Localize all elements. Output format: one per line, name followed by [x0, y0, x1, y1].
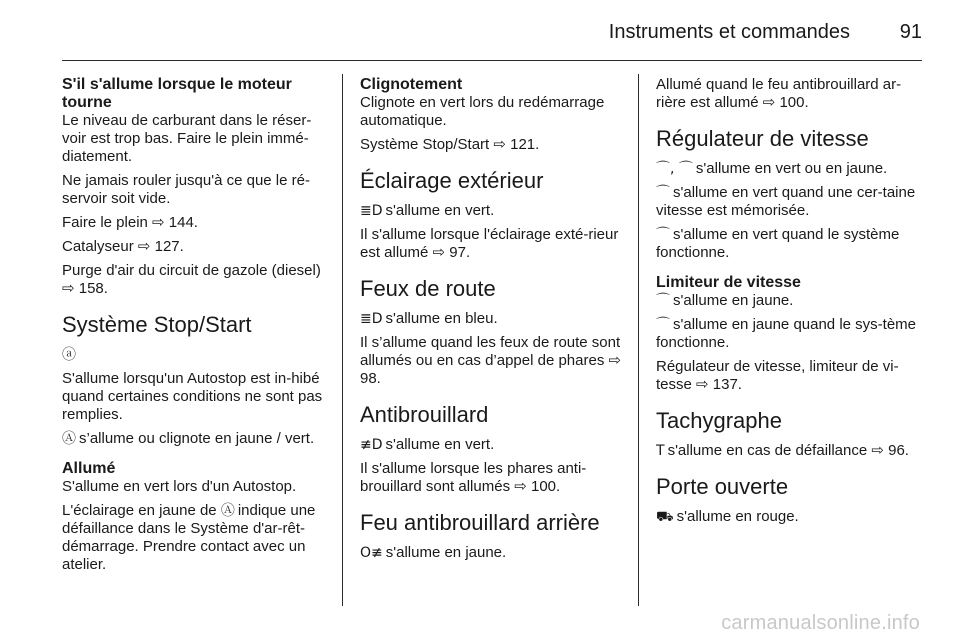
- column-2: [360, 76, 622, 568]
- cross-reference: Régulateur de vitesse, limiteur de vi-tesse ⇨ 137.: [656, 358, 899, 393]
- cross-reference: Catalyseur ⇨ 127.: [62, 238, 184, 255]
- page-header-title: Instruments et commandes: [608, 21, 850, 43]
- page-number: 91: [899, 21, 922, 43]
- section-heading-on: Allumé: [62, 460, 116, 477]
- section-heading-fog-light: Antibrouillard: [360, 402, 489, 427]
- watermark: carmanualsonline.info: [721, 612, 920, 634]
- speed-limiter-icon: ⌒: [656, 293, 670, 309]
- exterior-light-icon: ≣D: [360, 203, 383, 219]
- cross-reference: Système Stop/Start ⇨ 121.: [360, 136, 540, 153]
- paragraph-text: s'allume en vert.: [385, 436, 495, 453]
- paragraph-text: s'allume en vert quand le système fonctionne.: [656, 226, 900, 261]
- paragraph: [360, 202, 622, 220]
- high-beam-icon: ≣D: [360, 311, 383, 327]
- paragraph: Allumé quand le feu antibrouillard ar-rière est allumé ⇨ 100.: [656, 76, 902, 111]
- paragraph-text: s'allume en jaune.: [385, 544, 507, 561]
- paragraph: [656, 316, 918, 352]
- paragraph: [360, 310, 622, 328]
- paragraph: [656, 226, 918, 262]
- column-divider-1: [342, 74, 343, 606]
- paragraph: [656, 184, 918, 220]
- cross-reference: Purge d'air du circuit de gazole (diesel) ⇨ 158.: [62, 262, 321, 297]
- paragraph-text: s'allume en cas de défaillance ⇨ 96.: [667, 442, 909, 459]
- cruise-control-icon: ⌒, ⌒: [656, 161, 693, 177]
- paragraph-text: s'allume en vert quand une cer-taine vitesse est mémorisée.: [656, 184, 916, 219]
- section-heading-stop-start: Système Stop/Start: [62, 312, 252, 337]
- paragraph: S'allume en vert lors d'un Autostop.: [62, 478, 297, 495]
- paragraph: [62, 430, 324, 448]
- paragraph-text: s'allume en rouge.: [676, 508, 799, 525]
- section-heading-door-open: Porte ouverte: [656, 474, 789, 499]
- autostop-off-icon: ⓐ: [62, 347, 76, 363]
- paragraph: Il s’allume quand les feux de route sont allumés ou en cas d’appel de phares ⇨ 98.: [360, 334, 622, 387]
- paragraph: [656, 160, 918, 178]
- tachograph-icon: T: [656, 443, 665, 459]
- rear-fog-light-icon: O≢: [360, 545, 383, 561]
- section-heading-blink: Clignotement: [360, 76, 463, 93]
- paragraph: [360, 544, 622, 562]
- paragraph-text: s'allume en jaune.: [673, 292, 794, 309]
- autostop-icon: Ⓐ: [62, 431, 76, 447]
- paragraph: Il s'allume lorsque l'éclairage exté-rieur est allumé ⇨ 97.: [360, 226, 619, 261]
- paragraph: Le niveau de carburant dans le réser-voir est trop bas. Faire le plein immé-diatement.: [62, 112, 312, 165]
- fog-light-icon: ≢D: [360, 437, 383, 453]
- column-divider-2: [638, 74, 639, 606]
- paragraph: [656, 292, 918, 310]
- paragraph: [656, 442, 918, 460]
- door-open-icon: ⛟: [656, 509, 674, 525]
- header-divider: [62, 60, 922, 61]
- paragraph-text: s’allume ou clignote en jaune / vert.: [79, 430, 315, 447]
- section-heading-speed-limiter: Limiteur de vitesse: [656, 274, 801, 291]
- section-heading-cruise-control: Régulateur de vitesse: [656, 126, 869, 151]
- paragraph: Clignote en vert lors du redémarrage automatique.: [360, 94, 605, 129]
- cruise-control-icon: ⌒: [656, 185, 670, 201]
- paragraph-text: s'allume en jaune quand le sys-tème fonctionne.: [656, 316, 917, 351]
- paragraph-text: s'allume en vert.: [385, 202, 495, 219]
- paragraph-text: L'éclairage en jaune de: [62, 502, 217, 519]
- cruise-control-icon: ⌒: [656, 227, 670, 243]
- paragraph-text: indique une défaillance dans le Système d'ar-rêt-démarrage. Prendre contact avec un atelier.: [62, 502, 316, 573]
- speed-limiter-icon: ⌒: [656, 317, 670, 333]
- section-heading-tachograph: Tachygraphe: [656, 408, 782, 433]
- paragraph: Ne jamais rouler jusqu'à ce que le ré-servoir soit vide.: [62, 172, 310, 207]
- paragraph: [62, 502, 324, 574]
- section-heading-high-beam: Feux de route: [360, 276, 496, 301]
- paragraph: Il s'allume lorsque les phares anti-brouillard sont allumés ⇨ 100.: [360, 460, 587, 495]
- section-heading-rear-fog-light: Feu antibrouillard arrière: [360, 510, 600, 535]
- cross-reference: Faire le plein ⇨ 144.: [62, 214, 198, 231]
- section-heading-fuel: S'il s'allume lorsque le moteur tourne: [62, 76, 292, 111]
- column-3: [656, 76, 918, 532]
- paragraph-text: s'allume en vert ou en jaune.: [695, 160, 888, 177]
- section-heading-exterior-lighting: Éclairage extérieur: [360, 168, 544, 193]
- paragraph-text: s'allume en bleu.: [385, 310, 498, 327]
- column-1: [62, 76, 324, 580]
- paragraph: [656, 508, 918, 526]
- autostop-icon: Ⓐ: [220, 503, 235, 519]
- paragraph: S'allume lorsqu'un Autostop est in-hibé quand certaines conditions ne sont pas remplies.: [62, 370, 323, 423]
- paragraph: [360, 436, 622, 454]
